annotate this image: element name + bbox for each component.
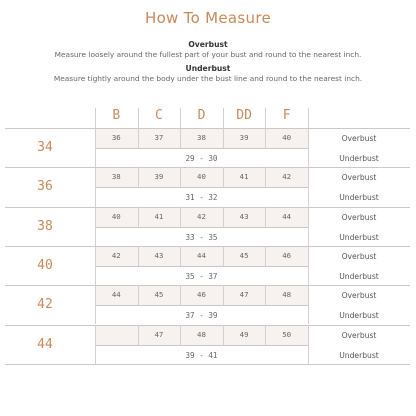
overbust-cell: 38 xyxy=(180,129,223,148)
cell-divider xyxy=(95,246,96,266)
overbust-cell: 36 xyxy=(95,129,138,148)
cell-divider xyxy=(138,167,139,187)
cell-divider xyxy=(223,167,224,187)
cell-divider xyxy=(180,128,181,148)
overbust-cell: 45 xyxy=(138,286,181,305)
inner-divider xyxy=(95,345,308,346)
overbust-cell: 40 xyxy=(180,168,223,187)
inner-divider xyxy=(95,148,308,149)
overbust-row-label: Overbust xyxy=(341,173,377,183)
overbust-cell xyxy=(95,326,138,345)
band-size-label: 42 xyxy=(37,297,53,313)
overbust-cell: 39 xyxy=(223,129,266,148)
page-title: How To Measure xyxy=(144,9,271,27)
overbust-heading: Overbust xyxy=(188,40,228,49)
overbust-cell: 46 xyxy=(180,286,223,305)
inner-divider xyxy=(95,266,308,267)
underbust-range: 37 - 39 xyxy=(185,311,218,321)
cell-divider xyxy=(95,128,96,148)
column-divider xyxy=(180,108,181,128)
overbust-cell: 43 xyxy=(223,208,266,227)
cell-divider xyxy=(95,285,96,305)
overbust-row-label: Overbust xyxy=(341,291,377,301)
column-divider xyxy=(138,108,139,128)
cell-divider xyxy=(138,246,139,266)
cell-divider xyxy=(265,128,266,148)
overbust-cell: 48 xyxy=(180,326,223,345)
underbust-row-label: Underbust xyxy=(339,271,379,281)
column-divider xyxy=(95,108,96,128)
band-size-label: 38 xyxy=(37,218,53,234)
table-bottom-rule xyxy=(5,364,410,365)
underbust-range: 33 - 35 xyxy=(185,232,218,242)
overbust-cell: 48 xyxy=(265,286,308,305)
cell-divider xyxy=(138,325,139,345)
cell-divider xyxy=(223,246,224,266)
cell-divider xyxy=(95,167,96,187)
overbust-cell: 45 xyxy=(223,247,266,266)
overbust-cell: 47 xyxy=(138,326,181,345)
overbust-cell: 44 xyxy=(180,247,223,266)
cell-divider xyxy=(223,128,224,148)
overbust-cell: 50 xyxy=(265,326,308,345)
cell-divider xyxy=(223,207,224,227)
cup-header-c: C xyxy=(154,108,163,123)
overbust-cell: 42 xyxy=(180,208,223,227)
underbust-row-label: Underbust xyxy=(339,311,379,321)
cup-header-f: F xyxy=(282,108,291,123)
cell-divider xyxy=(223,285,224,305)
overbust-cell: 49 xyxy=(223,326,266,345)
underbust-range: 29 - 30 xyxy=(185,154,218,163)
cell-divider xyxy=(138,128,139,148)
cell-divider xyxy=(265,167,266,187)
underbust-row-label: Underbust xyxy=(339,350,379,360)
band-size-label: 34 xyxy=(37,140,53,155)
underbust-range: 31 - 32 xyxy=(185,193,218,203)
band-size-label: 40 xyxy=(37,257,53,273)
cell-divider xyxy=(95,325,96,345)
cell-divider xyxy=(265,246,266,266)
overbust-cell: 42 xyxy=(95,247,138,266)
cup-size-header xyxy=(95,108,308,128)
underbust-row-label: Underbust xyxy=(339,232,379,242)
cell-divider xyxy=(265,285,266,305)
column-divider xyxy=(265,108,266,128)
cell-divider xyxy=(180,325,181,345)
underbust-range: 35 - 37 xyxy=(185,271,218,281)
overbust-description: Measure loosely around the fullest part of your bust and round to the nearest inch. xyxy=(54,50,362,59)
cell-divider xyxy=(265,325,266,345)
overbust-cell: 41 xyxy=(223,168,266,187)
underbust-description: Measure tightly around the body under the bust line and round to the nearest inch. xyxy=(53,74,363,83)
cup-header-d: D xyxy=(197,108,206,123)
overbust-row-label: Overbust xyxy=(341,134,377,143)
cell-divider xyxy=(138,285,139,305)
cell-divider xyxy=(265,207,266,227)
overbust-cell: 44 xyxy=(95,286,138,305)
cell-divider xyxy=(180,246,181,266)
band-size-label: 44 xyxy=(37,336,53,352)
cup-header-b: B xyxy=(112,108,121,123)
overbust-cell: 42 xyxy=(265,168,308,187)
overbust-cell: 39 xyxy=(138,168,181,187)
overbust-cell: 40 xyxy=(95,208,138,227)
cell-divider xyxy=(180,207,181,227)
overbust-cell: 38 xyxy=(95,168,138,187)
overbust-row-label: Overbust xyxy=(341,212,377,222)
column-divider xyxy=(223,108,224,128)
overbust-cell: 46 xyxy=(265,247,308,266)
underbust-heading: Underbust xyxy=(185,64,231,73)
overbust-cell: 40 xyxy=(265,129,308,148)
overbust-cell: 43 xyxy=(138,247,181,266)
overbust-row-label: Overbust xyxy=(341,251,377,261)
overbust-cell: 44 xyxy=(265,208,308,227)
underbust-row-label: Underbust xyxy=(339,154,379,163)
cell-divider xyxy=(138,207,139,227)
overbust-cell: 47 xyxy=(223,286,266,305)
overbust-cell: 37 xyxy=(138,129,181,148)
cell-divider xyxy=(95,207,96,227)
cell-divider xyxy=(180,285,181,305)
band-size-label: 36 xyxy=(37,179,53,195)
cell-divider xyxy=(180,167,181,187)
inner-divider xyxy=(95,305,308,306)
column-divider xyxy=(308,108,309,128)
cup-header-dd: DD xyxy=(236,108,252,123)
cell-divider xyxy=(223,325,224,345)
overbust-cell: 41 xyxy=(138,208,181,227)
underbust-range: 39 - 41 xyxy=(185,350,218,360)
inner-divider xyxy=(95,227,308,228)
overbust-row-label: Overbust xyxy=(341,330,377,340)
inner-divider xyxy=(95,187,308,188)
underbust-row-label: Underbust xyxy=(339,193,379,203)
